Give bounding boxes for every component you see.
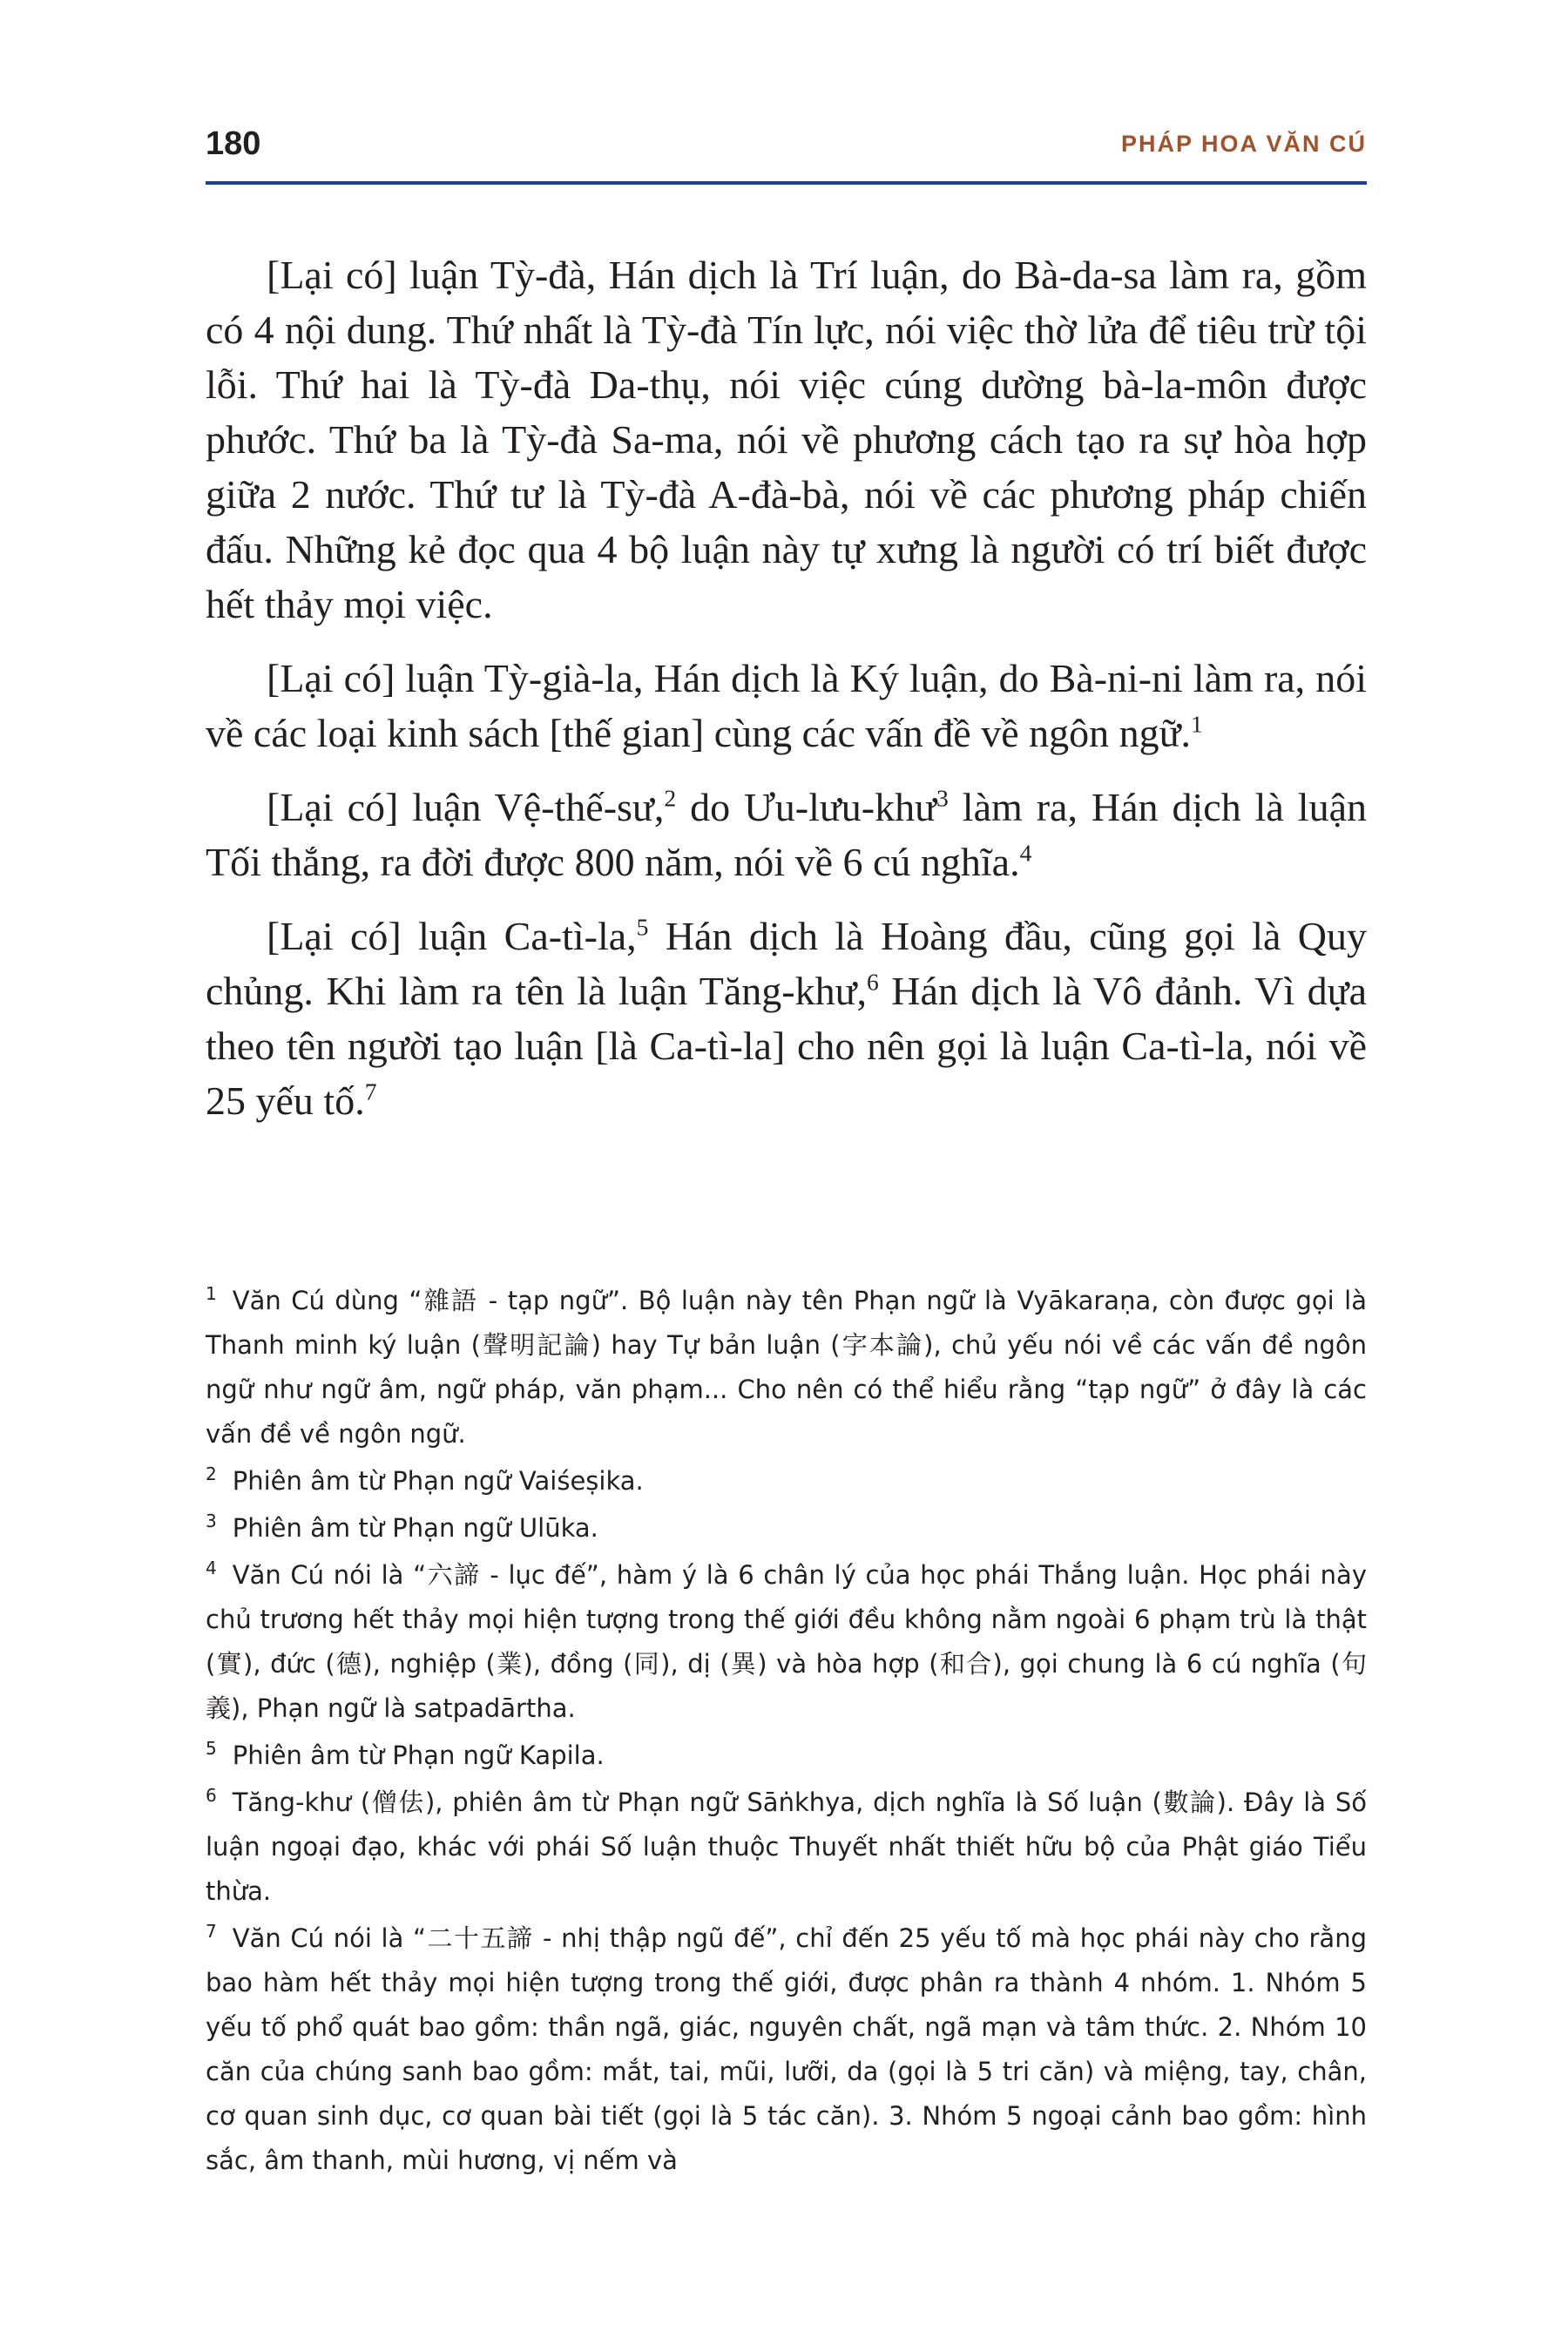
footnote-ref[interactable]: 3 bbox=[936, 784, 949, 812]
footnote-text: Tăng-khư (僧佉), phiên âm từ Phạn ngữ Sāṅkhya, dịch nghĩa là Số luận (數論). Đây là Số luận ngoại đạo, khác với phái Số luận thuộc Thuyết nhất thiết hữu bộ của Phật giáo Tiểu thừa. bbox=[206, 1788, 1367, 1906]
page-header bbox=[206, 122, 1367, 185]
footnote-number: 5 bbox=[206, 1738, 217, 1760]
footnote bbox=[206, 1506, 1367, 1551]
paragraph: [Lại có] luận Tỳ-đà, Hán dịch là Trí luận, do Bà-da-sa làm ra, gồm có 4 nội dung. Thứ nhất là Tỳ-đà Tín lực, nói việc thờ lửa để tiêu trừ tội lỗi. Thứ hai là Tỳ-đà Da-thụ, nói việc cúng dường bà-la-môn được phước. Thứ ba là Tỳ-đà Sa-ma, nói về phương cách tạo ra sự hòa hợp giữa 2 nước. Thứ tư là Tỳ-đà A-đà-bà, nói về các phương pháp chiến đấu. Những kẻ đọc qua 4 bộ luận này tự xưng là người có trí biết được hết thảy mọi việc. bbox=[206, 253, 1367, 626]
footnote-ref[interactable]: 5 bbox=[636, 913, 649, 941]
footnote-ref[interactable]: 7 bbox=[364, 1078, 377, 1105]
footnote-ref[interactable]: 4 bbox=[1019, 839, 1032, 867]
footnote bbox=[206, 1553, 1367, 1731]
footnote-number: 2 bbox=[206, 1463, 217, 1485]
footnote-text: Phiên âm từ Phạn ngữ Vaiśeṣika. bbox=[232, 1466, 644, 1496]
paragraph: [Lại có] luận Tỳ-già-la, Hán dịch là Ký luận, do Bà-ni-ni làm ra, nói về các loại kinh sách [thế gian] cùng các vấn đề về ngôn ngữ.$^1$ bbox=[206, 656, 1367, 755]
page-number: 180 bbox=[206, 125, 261, 162]
footnote-number: 3 bbox=[206, 1511, 217, 1532]
footnote-number: 1 bbox=[206, 1283, 217, 1305]
paragraph: [Lại có] luận Ca-tì-la,$^5$ Hán dịch là Hoàng đầu, cũng gọi là Quy chủng. Khi làm ra tên là luận Tăng-khư,$^6$ Hán dịch là Vô đảnh. Vì dựa theo tên người tạo luận [là Ca-tì-la] cho nên gọi là luận Ca-tì-la, nói về 25 yếu tố.$^7$ bbox=[206, 913, 1368, 1123]
footnote-text: Văn Cú nói là “二十五諦 - nhị thập ngũ đế”, chỉ đến 25 yếu tố mà học phái này cho rằng bao hàm hết thảy mọi hiện tượng trong thế giới, được phân ra thành 4 nhóm. 1. Nhóm 5 yếu tố phổ quát bao gồm: thần ngã, giác, nguyên chất, ngã mạn và tâm thức. 2. Nhóm 10 căn của chúng sanh bao gồm: mắt, tai, mũi, lưỡi, da (gọi là 5 tri căn) và miệng, tay, chân, cơ quan sinh dục, cơ quan bài tiết (gọi là 5 tác căn). 3. Nhóm 5 ngoại cảnh bao gồm: hình sắc, âm thanh, mùi hương, vị nếm và bbox=[206, 1923, 1367, 2175]
footnote-text: Phiên âm từ Phạn ngữ Ulūka. bbox=[232, 1513, 598, 1543]
footnote bbox=[206, 1459, 1367, 1504]
footnote-number: 6 bbox=[206, 1785, 217, 1807]
running-title: PHÁP HOA VĂN CÚ bbox=[1120, 131, 1367, 157]
footnote-number: 7 bbox=[206, 1921, 217, 1943]
footnote bbox=[206, 1734, 1367, 1778]
paragraph: [Lại có] luận Vệ-thế-sư,$^2$ do Ưu-lưu-khư$^3$ làm ra, Hán dịch là luận Tối thắng, ra đời được 800 năm, nói về 6 cú nghĩa.$^4$ bbox=[206, 784, 1367, 884]
footnote-ref[interactable]: 6 bbox=[867, 968, 879, 996]
footnote bbox=[206, 1781, 1367, 1914]
footnote-text: Văn Cú dùng “雜語 - tạp ngữ”. Bộ luận này tên Phạn ngữ là Vyākaraṇa, còn được gọi là Thanh minh ký luận (聲明記論) hay Tự bản luận (字本論), chủ yếu nói về các vấn đề ngôn ngữ như ngữ âm, ngữ pháp, văn phạm... Cho nên có thể hiểu rằng “tạp ngữ” ở đây là các vấn đề về ngôn ngữ. bbox=[206, 1286, 1367, 1449]
footnote bbox=[206, 1916, 1367, 2183]
footnote-text: Văn Cú nói là “六諦 - lục đế”, hàm ý là 6 chân lý của học phái Thắng luận. Học phái này chủ trương hết thảy mọi hiện tượng trong thế giới đều không nằm ngoài 6 phạm trù là thật (實), đức (德), nghiệp (業), đồng (同), dị (異) và hòa hợp (和合), gọi chung là 6 cú nghĩa (句義), Phạn ngữ là satpadārtha. bbox=[206, 1560, 1367, 1723]
footnote-ref[interactable]: 1 bbox=[1191, 710, 1203, 738]
footnotes bbox=[206, 1279, 1367, 2186]
main-text bbox=[206, 247, 1367, 1147]
footnote-ref[interactable]: 2 bbox=[664, 784, 677, 812]
footnote-text: Phiên âm từ Phạn ngữ Kapila. bbox=[232, 1740, 605, 1770]
footnote bbox=[206, 1279, 1367, 1456]
footnote-number: 4 bbox=[206, 1558, 217, 1579]
